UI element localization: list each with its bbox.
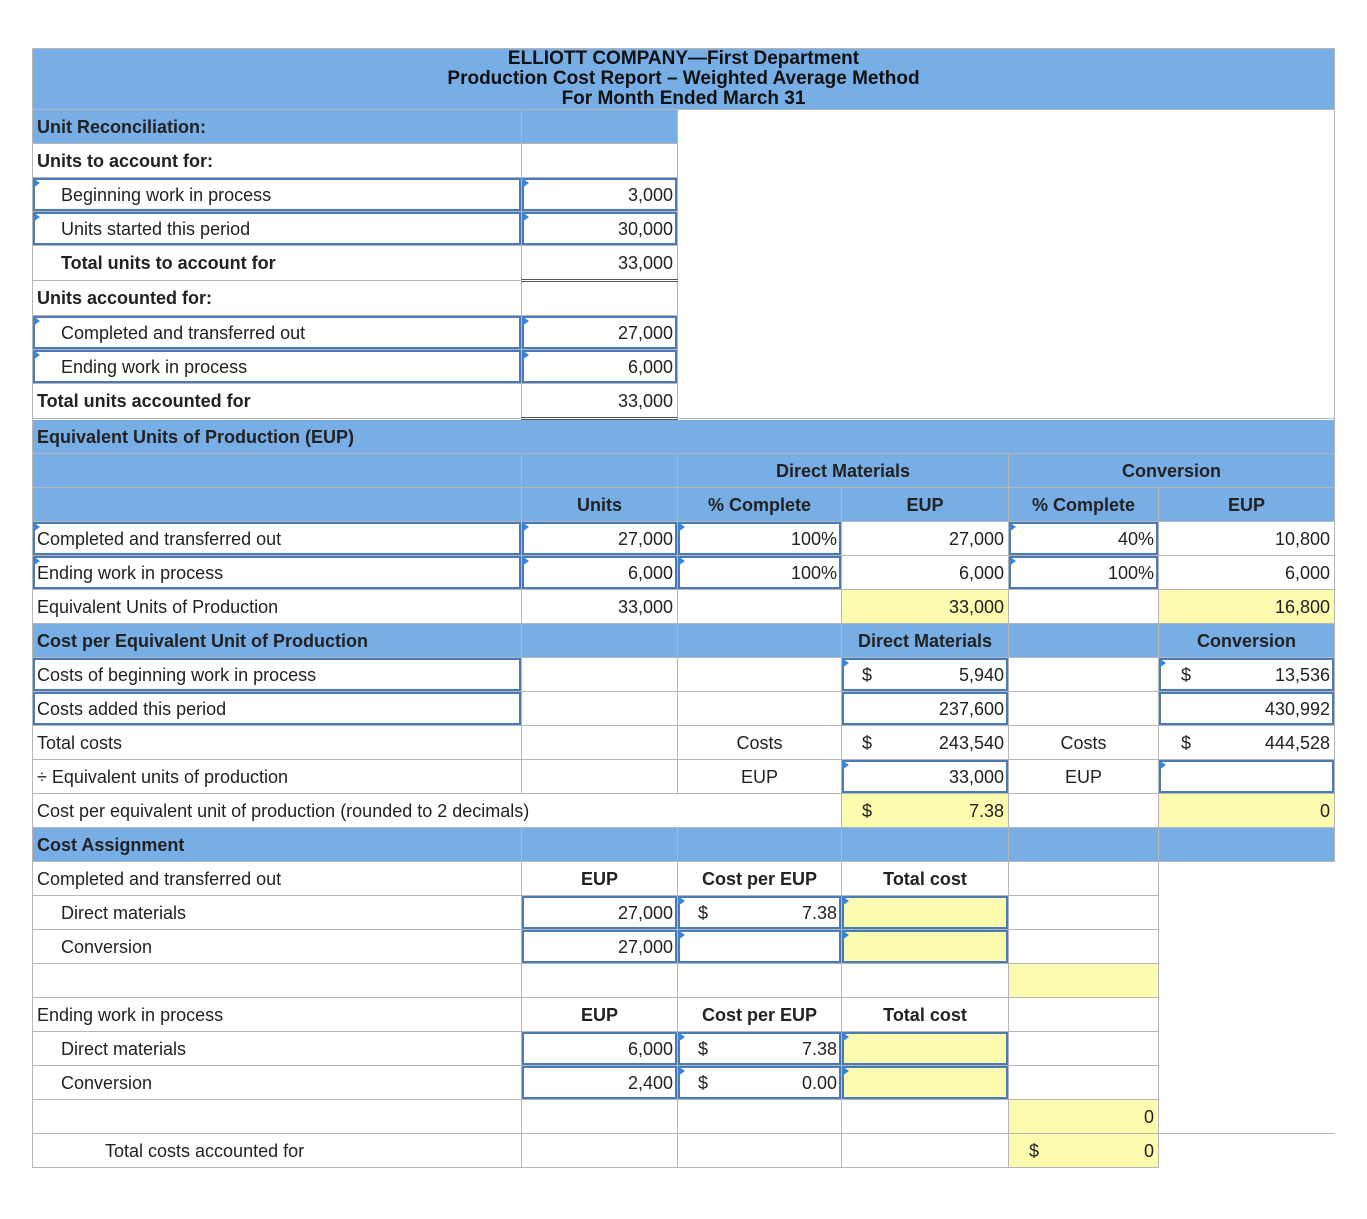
eup-conv-eup-col: EUP	[1159, 488, 1335, 522]
eup-row-dm-eup: 27,000	[842, 522, 1009, 556]
beginning-wip-label[interactable]: Beginning work in process	[33, 178, 522, 212]
eup-dm-pct-col: % Complete	[678, 488, 842, 522]
total-costs-label: Total costs	[33, 726, 522, 760]
cpe-conv-header: Conversion	[1159, 624, 1335, 658]
eup-row-conv-eup: 6,000	[1159, 556, 1335, 590]
divide-eup-label: ÷ Equivalent units of production	[33, 760, 522, 794]
ca-ending-dm-label: Direct materials	[33, 1032, 522, 1066]
costs-label: Costs	[678, 726, 842, 760]
cost-per-unit-dm: $ 7.38	[842, 794, 1009, 828]
units-started-label[interactable]: Units started this period	[33, 212, 522, 246]
dollar-sign: $	[1181, 664, 1192, 685]
eup-dm-eup-col: EUP	[842, 488, 1009, 522]
eup-dm-header: Direct Materials	[678, 454, 1009, 488]
cpe-dm-header: Direct Materials	[842, 624, 1009, 658]
eup-row-label[interactable]: Ending work in process	[33, 556, 522, 590]
ca-ending-subtotal: 0	[1009, 1100, 1159, 1134]
total-costs-accounted-value: $ 0	[1009, 1134, 1159, 1168]
total-costs-accounted-label: Total costs accounted for	[33, 1134, 522, 1168]
ca-ending-conv-eup[interactable]: 2,400	[522, 1066, 678, 1100]
eup-row-conv-pct[interactable]: 100%	[1009, 556, 1159, 590]
total-costs-conv: $ 444,528	[1159, 726, 1335, 760]
ca-eup-col: EUP	[522, 998, 678, 1032]
completed-transferred-units[interactable]: 27,000	[522, 316, 678, 350]
ending-wip-label[interactable]: Ending work in process	[33, 350, 522, 384]
ca-total-cost-col: Total cost	[842, 862, 1009, 896]
added-costs-dm[interactable]: 237,600	[842, 692, 1009, 726]
eup-row-dm-pct[interactable]: 100%	[678, 522, 842, 556]
total-units-accounted-label: Total units accounted for	[33, 384, 522, 419]
beginning-costs-conv[interactable]: $ 13,536	[1159, 658, 1335, 692]
dollar-sign: $	[698, 902, 709, 923]
beginning-wip-units[interactable]: 3,000	[522, 178, 678, 212]
production-cost-report	[32, 48, 1335, 1168]
ca-ending-conv-label: Conversion	[33, 1066, 522, 1100]
eup-label: EUP	[678, 760, 842, 794]
ca-total-cost-col: Total cost	[842, 998, 1009, 1032]
report-period: For Month Ended March 31	[561, 88, 806, 109]
total-units-to-account-label: Total units to account for	[33, 246, 522, 281]
eup-total-conv: 16,800	[1159, 590, 1335, 624]
dollar-sign: $	[698, 1038, 709, 1059]
ca-completed-dm-total-input[interactable]	[842, 896, 1009, 930]
dollar-sign: $	[1181, 732, 1192, 753]
ca-completed-conv-total-input[interactable]	[842, 930, 1009, 964]
ca-ending-dm-eup[interactable]: 6,000	[522, 1032, 678, 1066]
eup-row-dm-pct[interactable]: 100%	[678, 556, 842, 590]
eup-conv-header: Conversion	[1009, 454, 1335, 488]
divide-eup-conv-input[interactable]	[1159, 760, 1335, 794]
ca-completed-conv-cost[interactable]	[678, 930, 842, 964]
units-started-value[interactable]: 30,000	[522, 212, 678, 246]
ca-ending-conv-total-input[interactable]	[842, 1066, 1009, 1100]
eup-row-conv-eup: 10,800	[1159, 522, 1335, 556]
eup-row-units[interactable]: 6,000	[522, 556, 678, 590]
ca-completed-dm-cost[interactable]: $ 7.38	[678, 896, 842, 930]
units-to-account-heading: Units to account for:	[33, 144, 522, 178]
ca-completed-dm-eup[interactable]: 27,000	[522, 896, 678, 930]
report-title	[33, 49, 1335, 110]
ca-ending-label: Ending work in process	[33, 998, 522, 1032]
dollar-sign: $	[698, 1072, 709, 1093]
ending-wip-units[interactable]: 6,000	[522, 350, 678, 384]
eup-total-dm: 33,000	[842, 590, 1009, 624]
ca-completed-dm-label: Direct materials	[33, 896, 522, 930]
cost-assignment-heading: Cost Assignment	[33, 828, 522, 862]
divide-eup-dm[interactable]: 33,000	[842, 760, 1009, 794]
ca-eup-col: EUP	[522, 862, 678, 896]
eup-units-col: Units	[522, 488, 678, 522]
beginning-costs-label[interactable]: Costs of beginning work in process	[33, 658, 522, 692]
ca-completed-conv-label: Conversion	[33, 930, 522, 964]
eup-row-dm-eup: 6,000	[842, 556, 1009, 590]
total-units-accounted-value: 33,000	[522, 384, 678, 419]
cost-per-unit-label: Cost per equivalent unit of production (rounded to 2 decimals)	[33, 794, 842, 828]
dollar-sign: $	[862, 664, 873, 685]
report-method: Production Cost Report – Weighted Average Method	[447, 68, 920, 89]
eup-row-conv-pct[interactable]: 40%	[1009, 522, 1159, 556]
total-units-to-account-value: 33,000	[522, 246, 678, 281]
eup-conv-pct-col: % Complete	[1009, 488, 1159, 522]
cost-per-unit-conv: 0	[1159, 794, 1335, 828]
dollar-sign: $	[1029, 1140, 1040, 1161]
unit-reconciliation-heading: Unit Reconciliation:	[33, 110, 522, 144]
eup-label: EUP	[1009, 760, 1159, 794]
dollar-sign: $	[862, 732, 873, 753]
cost-per-eup-heading: Cost per Equivalent Unit of Production	[33, 624, 522, 658]
eup-heading: Equivalent Units of Production (EUP)	[33, 419, 1335, 454]
costs-label: Costs	[1009, 726, 1159, 760]
added-costs-conv[interactable]: 430,992	[1159, 692, 1335, 726]
ca-completed-conv-eup[interactable]: 27,000	[522, 930, 678, 964]
ca-ending-conv-cost[interactable]: $ 0.00	[678, 1066, 842, 1100]
units-accounted-heading: Units accounted for:	[33, 281, 522, 316]
eup-row-label[interactable]: Completed and transferred out	[33, 522, 522, 556]
ca-completed-subtotal	[1009, 964, 1159, 998]
eup-total-label: Equivalent Units of Production	[33, 590, 522, 624]
company-department: ELLIOTT COMPANY—First Department	[507, 48, 860, 69]
eup-row-units[interactable]: 27,000	[522, 522, 678, 556]
ca-completed-label: Completed and transferred out	[33, 862, 522, 896]
ca-ending-dm-cost[interactable]: $ 7.38	[678, 1032, 842, 1066]
ca-cost-per-eup-col: Cost per EUP	[678, 862, 842, 896]
completed-transferred-label[interactable]: Completed and transferred out	[33, 316, 522, 350]
ca-cost-per-eup-col: Cost per EUP	[678, 998, 842, 1032]
total-costs-dm: $ 243,540	[842, 726, 1009, 760]
ca-ending-dm-total-input[interactable]	[842, 1032, 1009, 1066]
added-costs-label[interactable]: Costs added this period	[33, 692, 522, 726]
eup-total-units: 33,000	[522, 590, 678, 624]
beginning-costs-dm[interactable]: $ 5,940	[842, 658, 1009, 692]
dollar-sign: $	[862, 800, 873, 821]
